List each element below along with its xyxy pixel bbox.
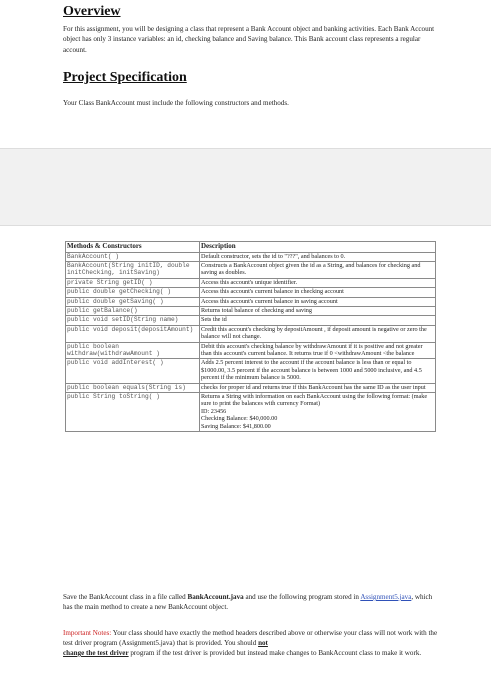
method-signature: public double getChecking( ) [66, 288, 200, 297]
description-line: Saving Balance: $41,800.00 [201, 422, 271, 430]
method-signature: public boolean equals(String is) [66, 383, 200, 392]
table-row [66, 342, 436, 359]
description-line: Returns a String with information on each BankAccount using the following format: (make sure to print the balances with currency Format) [201, 393, 429, 408]
table-body [66, 252, 436, 432]
important-note-text-2: program if the test driver is provided but instead make changes to BankAccount class to make it work. [128, 649, 422, 657]
table-row [66, 306, 436, 315]
overview-heading: Overview [63, 4, 121, 19]
important-note-change-phrase: change the test driver [63, 649, 129, 657]
method-description [200, 393, 436, 432]
table-row [66, 297, 436, 306]
methods-column-header: Methods & Constructors [66, 242, 200, 253]
top-section [0, 0, 491, 148]
table-row [66, 325, 436, 342]
description-line: ID: 23456 [201, 407, 227, 415]
method-signature: public boolean withdraw(withdrawAmount ) [66, 342, 200, 359]
method-description: Returns total balance of checking and saving [200, 306, 436, 315]
method-signature: public void deposit(depositAmount) [66, 325, 200, 342]
method-signature: public void setID(String name) [66, 316, 200, 325]
description-line: Checking Balance: $40,000.00 [201, 415, 278, 423]
method-signature: BankAccount(String initID, double initChecking, initSaving) [66, 261, 200, 278]
save-note-text-3: , which has the main method to create a new BankAccount object. [63, 593, 433, 611]
important-notes-label: Important Notes: [63, 629, 112, 637]
methods-table [65, 241, 436, 432]
method-description: Default constructor, sets the id to "???", and balances to 0. [200, 252, 436, 261]
method-description: Adds 2.5 percent interest to the account if the account balance is less than or equal to $1000.00, 3.5 percent if the account balance is between 1000 and 5000 inclusive, and 4.5 percent if the minimum balance is 5000. [200, 359, 436, 383]
save-note-filename: BankAccount.java [187, 593, 244, 601]
method-description: checks for proper id and returns true if this BankAccount has the same ID as the user input [200, 383, 436, 392]
method-signature: public void addInterest( ) [66, 359, 200, 383]
important-note-not: not [258, 639, 268, 647]
method-description: Constructs a BankAccount object given the id as a String, and balances for checking and saving as doubles. [200, 261, 436, 278]
table-row [66, 359, 436, 383]
method-description: Debit this account's checking balance by withdrawAmount if it is positive and not greater than this account's current balance. It returns true if 0 <withdrawAmount <the balance [200, 342, 436, 359]
method-signature: public String toString( ) [66, 393, 200, 432]
table-row [66, 316, 436, 325]
description-column-header: Description [200, 242, 436, 253]
method-signature: private String getID( ) [66, 278, 200, 287]
table-row [66, 252, 436, 261]
method-description: Credit this account's checking by depositAmount , if deposit amount is negative or zero the balance will not change. [200, 325, 436, 342]
table-row [66, 278, 436, 287]
important-note [63, 628, 443, 658]
method-description: Access this account's current balance in saving account [200, 297, 436, 306]
method-description: Access this account's current balance in checking account [200, 288, 436, 297]
project-spec-heading: Project Specification [63, 70, 187, 85]
method-description: Sets the id [200, 316, 436, 325]
table-row [66, 288, 436, 297]
project-spec-paragraph: Your Class BankAccount must include the following constructors and methods. [63, 99, 289, 107]
table-header-row [66, 242, 436, 253]
table-row [66, 261, 436, 278]
important-note-text-1: Your class should have exactly the method headers described above or otherwise your class will not work with the test driver program (Assignment5.java) that is provided. You should [63, 629, 438, 647]
section-divider [0, 148, 491, 226]
table-row [66, 383, 436, 392]
method-signature: public double getSaving( ) [66, 297, 200, 306]
save-note [63, 592, 443, 612]
save-note-text-2: and use the following program stored in [243, 593, 361, 601]
method-description: Access this account's unique identifier. [200, 278, 436, 287]
overview-paragraph: For this assignment, you will be designing a class that represent a Bank Account object and banking activities. Each Bank Account object has only 3 instance variables: an id, checking balance and Saving balance. This Bank account class represents a regular account. [63, 25, 435, 54]
save-note-text-1: Save the BankAccount class in a file called [63, 593, 188, 601]
assignment5-link[interactable]: Assignment5.java [360, 593, 412, 601]
method-signature: public getBalance() [66, 306, 200, 315]
table-row [66, 393, 436, 432]
method-signature: BankAccount( ) [66, 252, 200, 261]
